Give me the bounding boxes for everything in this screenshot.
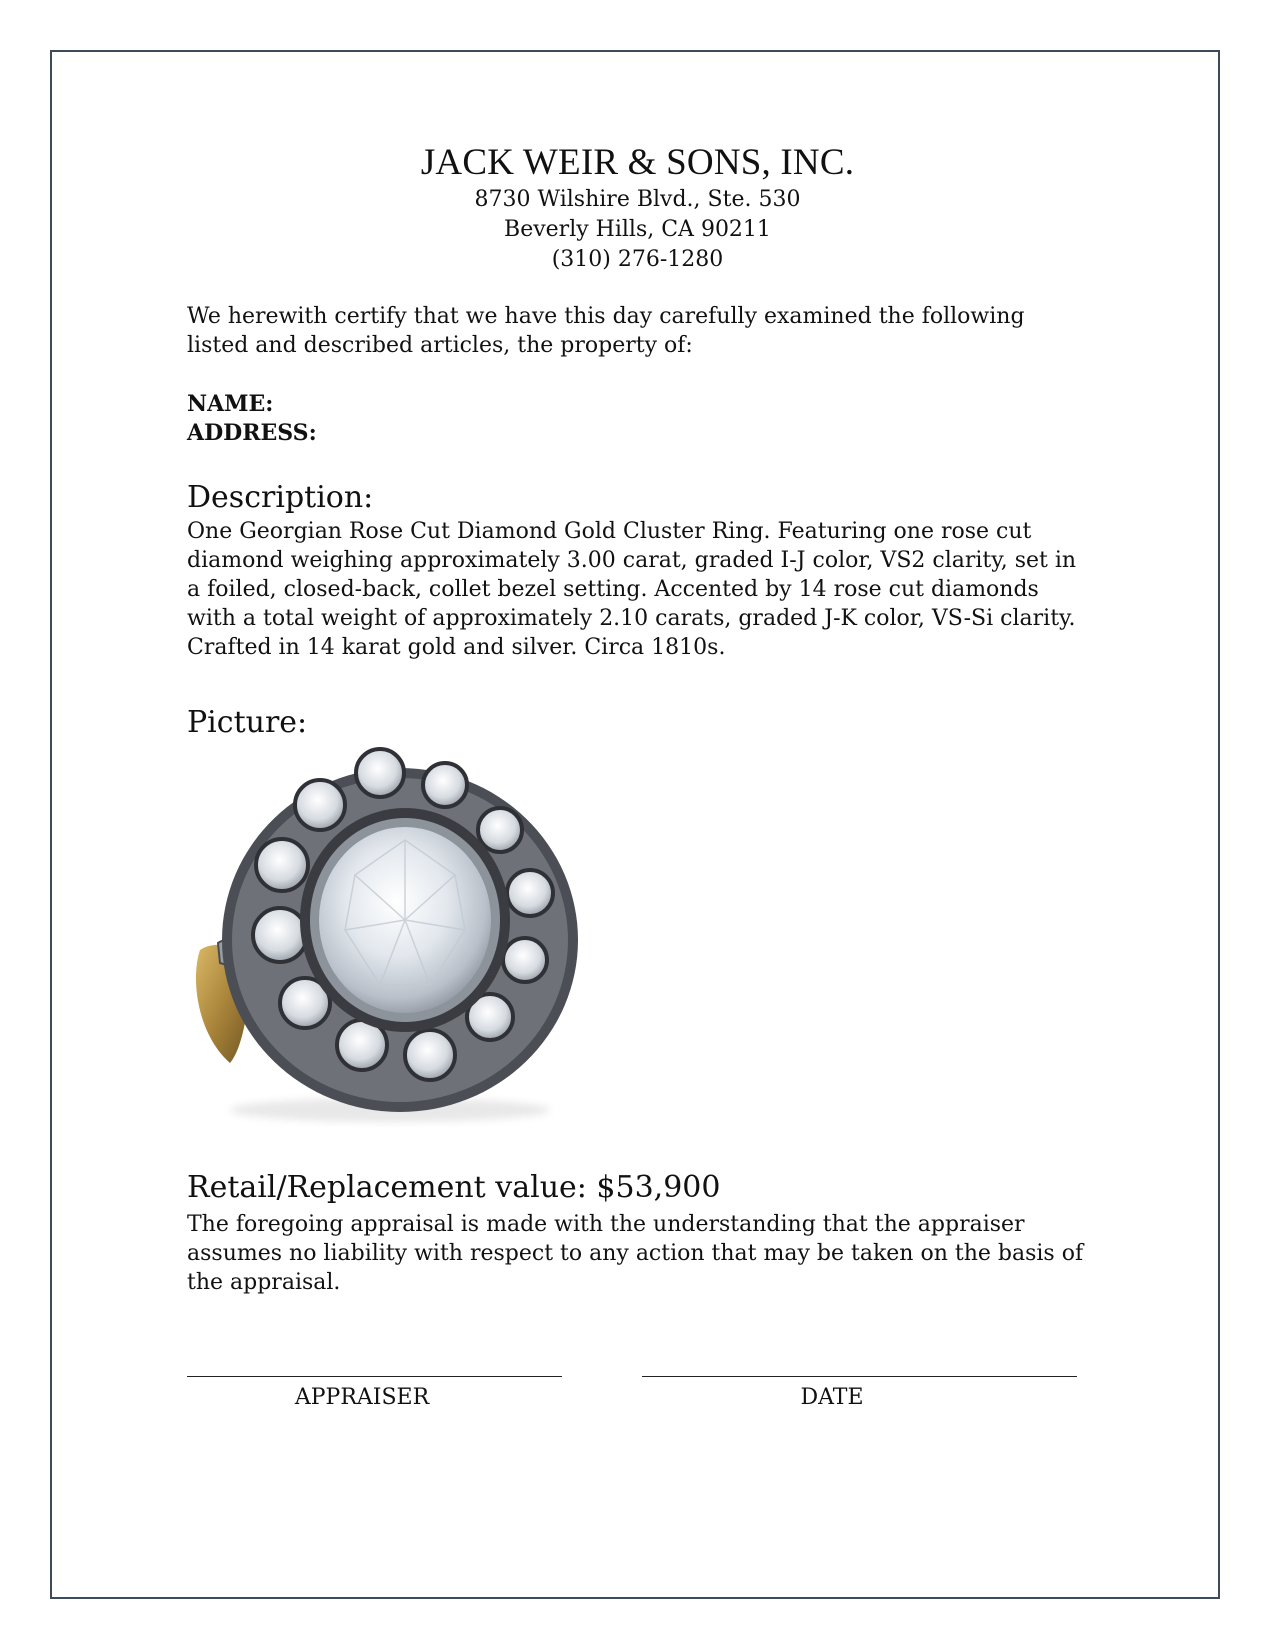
- halo-diamond: [423, 763, 467, 807]
- halo-diamond: [503, 938, 547, 982]
- appraisal-disclaimer: The foregoing appraisal is made with the understanding that the appraiser assumes no liability with respect to any action that may be taken on the basis of the appraisal.: [187, 1212, 1084, 1295]
- halo-diamond: [295, 780, 345, 830]
- company-address: [0, 185, 1275, 275]
- address-label: ADDRESS:: [187, 420, 317, 446]
- address-line-1: 8730 Wilshire Blvd., Ste. 530: [474, 187, 801, 212]
- description-body: One Georgian Rose Cut Diamond Gold Cluster Ring. Featuring one rose cut diamond weighing approximately 3.00 carat, graded I-J color, VS2 clarity, set in a foiled, closed-back, collet bezel setting. Accented by 14 rose cut diamonds with a total weight of approximately 2.10 carats, graded J-K color, VS-Si clarity. Crafted in 14 karat gold and silver. Circa 1810s.: [187, 519, 1077, 660]
- picture-heading: Picture:: [187, 705, 308, 740]
- description-heading: Description:: [187, 480, 374, 515]
- date-label: DATE: [800, 1385, 864, 1410]
- halo-diamond: [256, 839, 308, 891]
- halo-diamond: [356, 749, 404, 797]
- company-phone: (310) 276-1280: [551, 247, 724, 272]
- appraiser-signature-line: [187, 1376, 562, 1377]
- ring-photo: [190, 745, 590, 1135]
- halo-diamond: [253, 908, 307, 962]
- company-name: JACK WEIR & SONS, INC.: [420, 142, 855, 183]
- appraiser-label: APPRAISER: [294, 1385, 430, 1410]
- halo-diamond: [478, 808, 522, 852]
- replacement-value: Retail/Replacement value: $53,900: [187, 1170, 721, 1205]
- address-line-2: Beverly Hills, CA 90211: [504, 217, 771, 242]
- name-label: NAME:: [187, 391, 274, 417]
- certification-statement: We herewith certify that we have this day carefully examined the following listed and described articles, the property of:: [187, 304, 1025, 358]
- halo-diamond: [405, 1030, 455, 1080]
- halo-diamond: [507, 870, 553, 916]
- date-signature-line: [642, 1376, 1077, 1377]
